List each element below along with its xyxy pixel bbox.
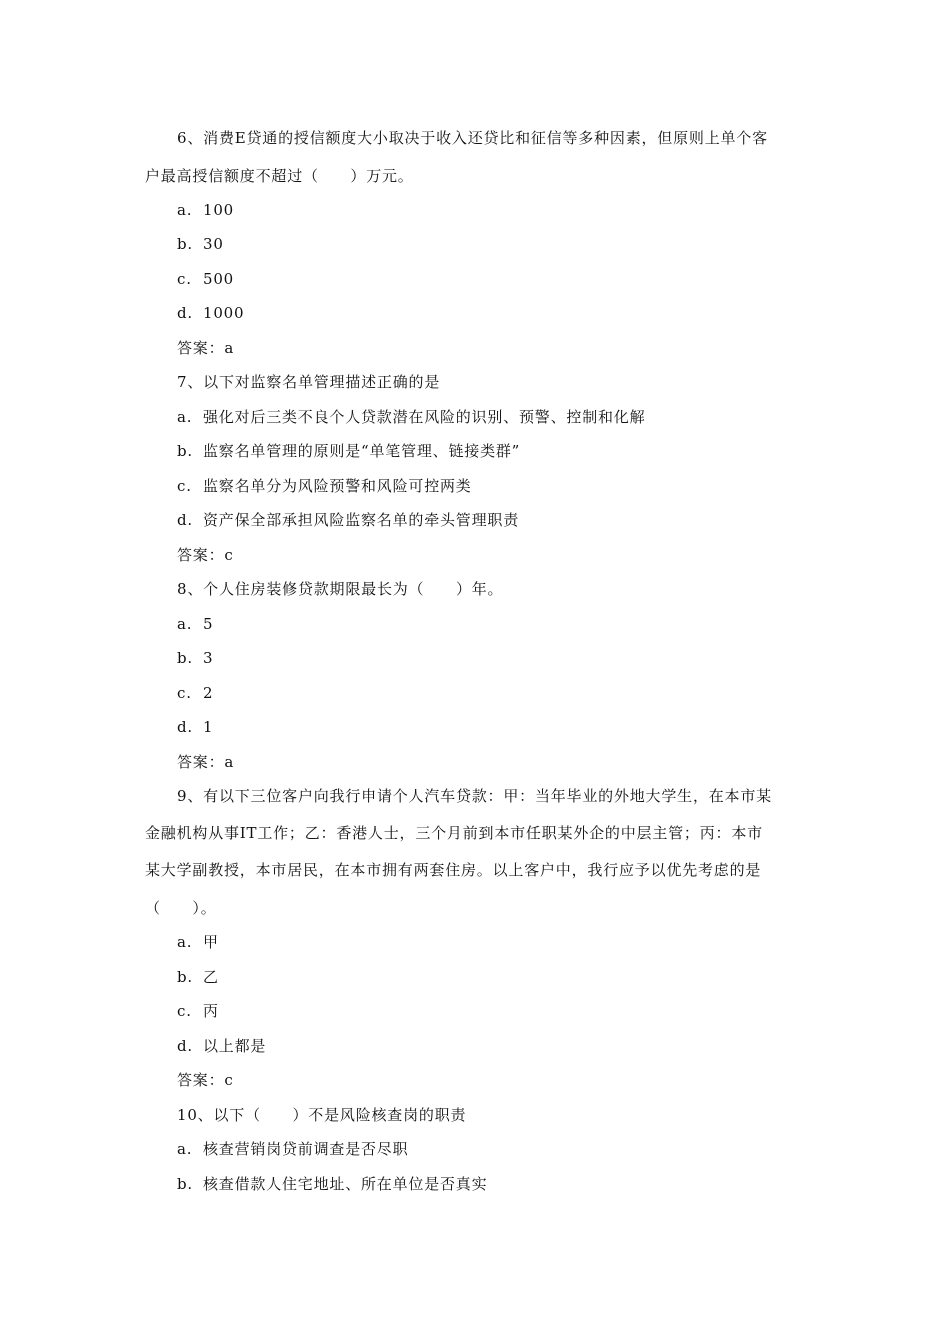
option-letter: b.: [177, 1175, 193, 1193]
question-number: 10、: [177, 1106, 214, 1124]
option-text: 监察名单管理的原则是“单笔管理、链接类群”: [203, 442, 521, 460]
option-a: [177, 1139, 408, 1159]
option-letter: a.: [177, 408, 193, 426]
option-a: [177, 614, 213, 634]
option-text: 以上都是: [203, 1037, 267, 1055]
question-number: 8、: [177, 580, 204, 598]
question-number: 7、: [177, 373, 204, 391]
option-text: 核查营销岗贷前调查是否尽职: [203, 1140, 409, 1158]
question-7-line-1: [177, 372, 440, 392]
option-text: 资产保全部承担风险监察名单的牵头管理职责: [203, 511, 520, 529]
option-letter: b.: [177, 968, 193, 986]
option-b: [177, 648, 213, 668]
question-text: 个人住房装修贷款期限最长为（ ）年。: [203, 580, 504, 598]
option-letter: c.: [177, 477, 192, 495]
question-number: 9、: [177, 787, 204, 805]
option-letter: a.: [177, 201, 193, 219]
option-a: [177, 932, 219, 952]
option-letter: d.: [177, 1037, 193, 1055]
option-letter: b.: [177, 442, 193, 460]
option-text: 3: [203, 649, 214, 667]
option-letter: d.: [177, 304, 193, 322]
option-c: [177, 269, 234, 289]
option-letter: c.: [177, 270, 192, 288]
option-letter: b.: [177, 649, 193, 667]
option-letter: a.: [177, 933, 193, 951]
question-9-line-4: （ ）。: [145, 899, 217, 917]
option-b: [177, 967, 219, 987]
option-a: [177, 407, 645, 427]
option-a: [177, 200, 234, 220]
answer: 答案：c: [177, 1071, 234, 1089]
question-6-line-2: 户最高授信额度不超过（ ）万元。: [145, 167, 414, 185]
option-text: 丙: [203, 1002, 219, 1020]
answer: 答案：c: [177, 546, 234, 564]
option-d: [177, 510, 519, 530]
option-b: [177, 441, 520, 461]
question-text: 消费E贷通的授信额度大小取决于收入还贷比和征信等多种因素，但原则上单个客: [203, 129, 768, 147]
option-c: [177, 683, 213, 703]
option-c: [177, 476, 472, 496]
option-text: 1000: [203, 304, 245, 322]
option-d: [177, 1036, 266, 1056]
question-8-line-1: [177, 579, 503, 599]
option-d: [177, 717, 213, 737]
option-d: [177, 303, 244, 323]
option-text: 强化对后三类不良个人贷款潜在风险的识别、预警、控制和化解: [203, 408, 646, 426]
question-number: 6、: [177, 129, 204, 147]
question-text: 以下对监察名单管理描述正确的是: [203, 373, 441, 391]
option-letter: a.: [177, 615, 193, 633]
option-text: 500: [203, 270, 235, 288]
answer: 答案：a: [177, 753, 235, 771]
option-letter: d.: [177, 511, 193, 529]
option-text: 30: [203, 235, 224, 253]
option-letter: b.: [177, 235, 193, 253]
question-text: 以下（ ）不是风险核查岗的职责: [213, 1106, 467, 1124]
option-text: 甲: [203, 933, 219, 951]
question-10-line-1: [177, 1105, 466, 1125]
option-text: 5: [203, 615, 214, 633]
option-text: 核查借款人住宅地址、所在单位是否真实: [203, 1175, 488, 1193]
option-letter: d.: [177, 718, 193, 736]
option-text: 100: [203, 201, 235, 219]
option-b: [177, 234, 224, 254]
option-text: 乙: [203, 968, 219, 986]
option-b: [177, 1174, 487, 1194]
question-9-line-3: 某大学副教授，本市居民，在本市拥有两套住房。以上客户中，我行应予以优先考虑的是: [145, 861, 762, 879]
answer: 答案：a: [177, 339, 235, 357]
question-6-line-1: [177, 128, 768, 148]
question-9-line-2: 金融机构从事IT工作；乙：香港人士，三个月前到本市任职某外企的中层主管；丙：本市: [145, 824, 763, 842]
option-text: 2: [203, 684, 214, 702]
option-c: [177, 1001, 219, 1021]
option-text: 1: [203, 718, 214, 736]
option-letter: c.: [177, 1002, 192, 1020]
question-text: 有以下三位客户向我行申请个人汽车贷款：甲：当年毕业的外地大学生，在本市某: [203, 787, 772, 805]
option-letter: c.: [177, 684, 192, 702]
question-9-line-1: [177, 786, 772, 806]
option-text: 监察名单分为风险预警和风险可控两类: [203, 477, 472, 495]
option-letter: a.: [177, 1140, 193, 1158]
